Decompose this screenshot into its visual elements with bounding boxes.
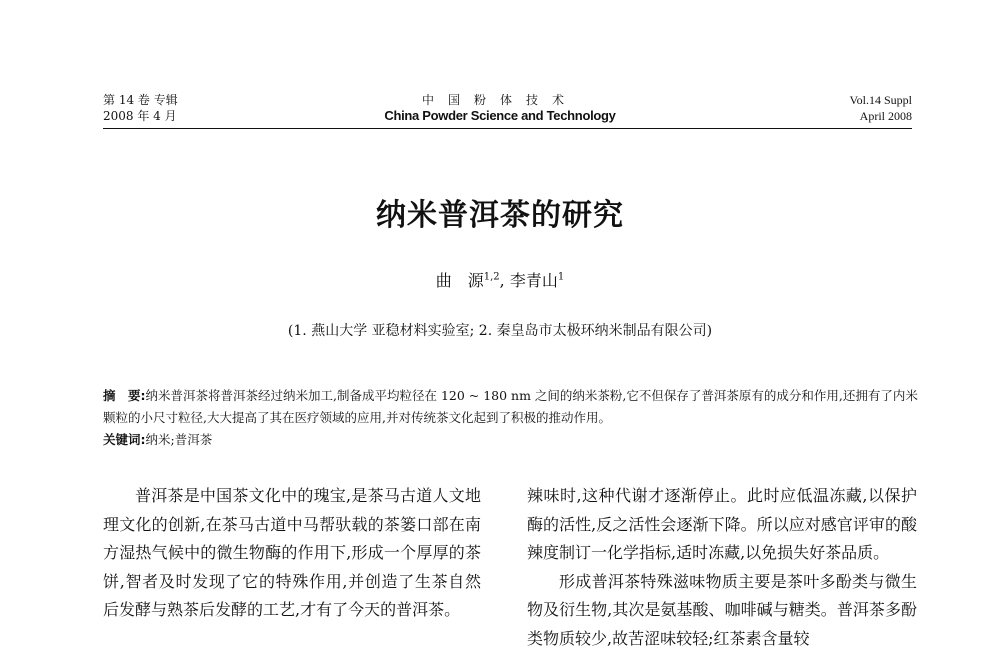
author-affil: 1,2 xyxy=(483,271,500,283)
header-rule xyxy=(103,128,912,129)
abstract-label: 摘 要: xyxy=(103,388,146,403)
author-name: 曲 源 xyxy=(435,271,484,290)
journal-name-cn: 中国粉体技术 xyxy=(421,93,578,107)
author-sep: , xyxy=(499,271,510,290)
keywords-label: 关键词: xyxy=(103,432,146,447)
body-column-right xyxy=(527,482,917,653)
journal-name-en: China Powder Science and Technology xyxy=(384,108,616,123)
abstract xyxy=(103,385,918,451)
paragraph: 辣味时,这种代谢才逐渐停止。此时应低温冻藏,以保护酶的活性,反之活性会逐渐下降。所以应对感官评审的酸辣度制订一化学指标,适时冻藏,以免损失好茶品质。 xyxy=(527,486,917,562)
abstract-text: 纳米普洱茶将普洱茶经过纳米加工,制备成平均粒径在 120 ~ 180 nm 之间的纳米茶粉,它不但保存了普洱茶原有的成分和作用,还拥有了内米颗粒的小尺寸粒径,大大提高了其在医疗领域的应用,并对传统茶文化起到了积极的推动作用。 xyxy=(103,388,918,425)
date-en: April 2008 xyxy=(859,109,912,123)
journal-volume-cn xyxy=(103,92,178,124)
paper-title: 纳米普洱茶的研究 xyxy=(376,198,624,233)
author-affil: 1 xyxy=(557,271,565,283)
authors xyxy=(0,268,1000,291)
keywords: 纳米;普洱茶 xyxy=(145,432,213,447)
body-column-left xyxy=(103,482,481,625)
paragraph: 形成普洱茶特殊滋味物质主要是茶叶多酚类与微生物及衍生物,其次是氨基酸、咖啡碱与糖类。普洱茶多酚类物质较少,故苦涩味较轻;红茶素含量较 xyxy=(527,571,917,648)
affiliations: (1. 燕山大学 亚稳材料实验室; 2. 秦皇岛市太极环纳米制品有限公司) xyxy=(287,323,713,339)
journal-volume-en xyxy=(850,92,912,124)
paragraph: 普洱茶是中国茶文化中的瑰宝,是茶马古道人文地理文化的创新,在茶马古道中马帮驮载的茶篓口部在南方湿热气候中的微生物酶的作用下,形成一个厚厚的茶饼,智者及时发现了它的特殊作用,并创造了生茶自然后发酵与熟茶后发酵的工艺,才有了今天的普洱茶。 xyxy=(103,486,481,619)
volume-en: Vol.14 Suppl xyxy=(849,93,912,107)
journal-name xyxy=(350,92,650,124)
author-name: 李青山 xyxy=(509,271,558,290)
date-cn: 2008 年 4 月 xyxy=(103,109,177,123)
volume-cn: 第 14 卷 专辑 xyxy=(103,93,178,107)
